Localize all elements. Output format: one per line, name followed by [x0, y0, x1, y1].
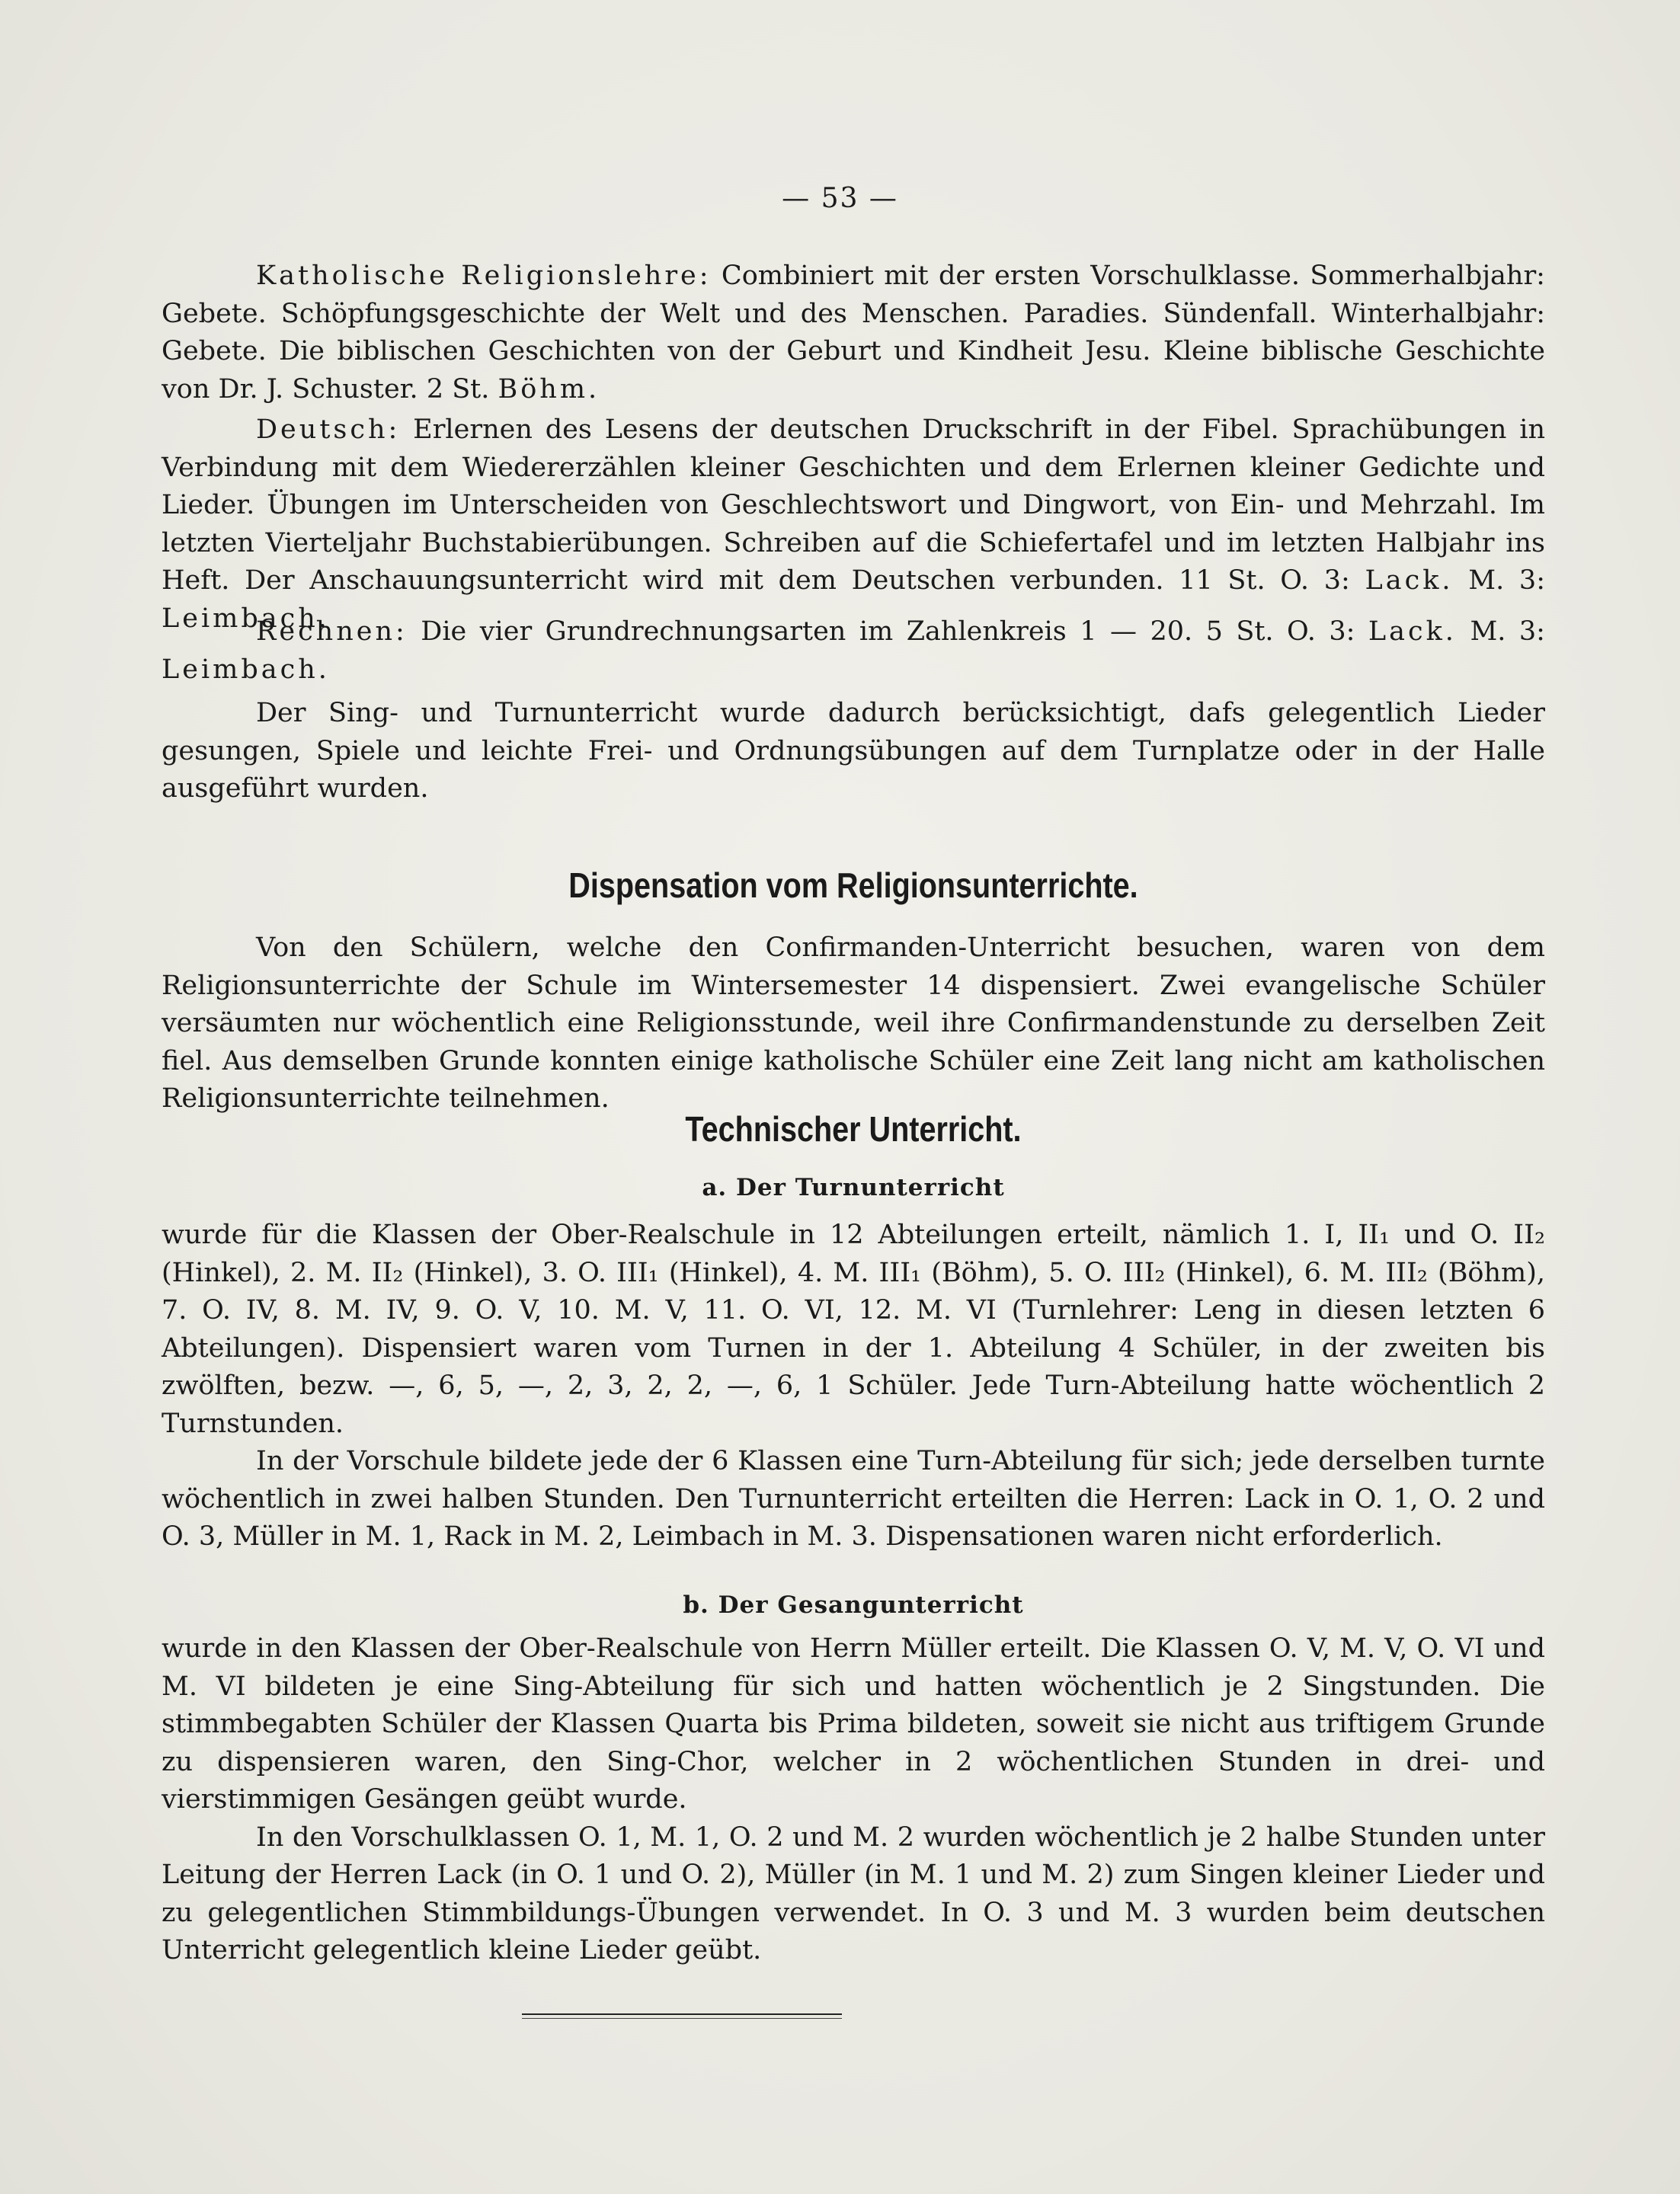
heading-dispensation: Dispensation vom Religionsunterrichte. — [568, 865, 1138, 905]
paragraph-gesangunterricht: wurde in den Klassen der Ober-Realschule von Herrn Müller erteilt. Die Klassen O. V, M. V, O. VI und M. VI bildeten je eine Sing-Abteilung für sich und hatten wöchentlich je 2 Singstunden. Die stimmbegabten Schüler der Klassen Quarta bis Prima bildeten, soweit sie nicht aus triftigem Grunde zu dispensieren waren, den Sing-Chor, welcher in 2 wöchentlichen Stunden in drei- und vierstimmigen Gesängen geübt wurde. — [162, 1633, 1545, 1815]
label-deutsch: Deutsch: — [256, 414, 401, 445]
closing-rule — [522, 2013, 842, 2019]
teacher-leimbach-2: Leimbach. — [162, 654, 330, 685]
paragraph-vorschule-gesang: In den Vorschulklassen O. 1, M. 1, O. 2 und M. 2 wurden wöchentlich je 2 halbe Stunden unter Leitung der Herren Lack (in O. 1 und O. 2), Müller (in M. 1 und M. 2) zum Singen kleiner Lieder und zu gelegentlichen Stimmbildungs-Übungen verwendet. In O. 3 und M. 3 wurden beim deutschen Unterricht gelegentlich kleine Lieder geübt. — [162, 1821, 1545, 1965]
subheading-gesangunterricht: b. Der Gesangunterricht — [683, 1591, 1024, 1619]
teacher-boehm: Böhm. — [498, 373, 600, 405]
teacher-lack: Lack. — [1365, 565, 1454, 596]
paragraph-vorschule-turnen: In der Vorschule bildete jede der 6 Klassen eine Turn-Abteilung für sich; jede derselben turnte wöchentlich in zwei halben Stunden. Den Turnunterricht erteilten die Herren: Lack in O. 1, O. 2 und O. 3, Müller in M. 1, Rack in M. 2, Leimbach in M. 3. Dispensationen waren nicht erforderlich. — [162, 1446, 1545, 1552]
label-rechnen: Rechnen: — [256, 616, 408, 647]
teacher-lack-2: Lack. — [1368, 616, 1457, 647]
section-katholisch — [162, 257, 1545, 408]
paragraph-dispensation: Von den Schülern, welche den Confirmanden-Unterricht besuchen, waren von dem Religionsunterrichte der Schule im Wintersemester 14 dispensiert. Zwei evangelische Schüler versäumten nur wöchentlich eine Religionsstunde, weil ihre Confirmandenstunde zu derselben Zeit fiel. Aus demselben Grunde konnten einige katholische Schüler eine Zeit lang nicht am katholischen Religionsunterrichte teilnehmen. — [162, 932, 1545, 1114]
section-rechnen — [162, 613, 1545, 689]
subheading-turnunterricht: a. Der Turnunterricht — [702, 1174, 1005, 1201]
paragraph-deutsch — [162, 411, 1545, 638]
section-deutsch — [162, 411, 1545, 638]
page-number: — 53 — — [782, 183, 898, 214]
label-katholisch: Katholische Religionslehre: — [256, 261, 712, 291]
section-turnunterricht — [162, 1217, 1545, 1556]
class-m3: M. 3: — [1468, 565, 1545, 596]
paragraph-katholisch — [162, 257, 1545, 408]
class-m3-2: M. 3: — [1470, 616, 1545, 647]
teacher-leimbach: Leimbach. — [162, 603, 330, 634]
section-dispensation — [162, 929, 1545, 1118]
text-katholisch: Combiniert mit der ersten Vorschulklasse. Sommerhalbjahr: Gebete. Schöpfungsgeschichte der Welt und des Menschen. Paradies. Sündenfall. Winterhalbjahr: Gebete. Die biblischen Geschichten von der Geburt und Kindheit Jesu. Kleine biblische Geschichte von Dr. J. Schuster. 2 St. — [162, 261, 1545, 405]
section-sing-turn — [162, 695, 1545, 808]
paragraph-rechnen — [162, 613, 1545, 689]
heading-technischer-unterricht: Technischer Unterricht. — [685, 1109, 1022, 1149]
text-rechnen: Die vier Grundrechnungsarten im Zahlenkreis 1 — 20. 5 St. O. 3: — [421, 616, 1355, 647]
paragraph-sing-turn: Der Sing- und Turnunterricht wurde dadurch berücksichtigt, dafs gelegentlich Lieder gesungen, Spiele und leichte Frei- und Ordnungsübungen auf dem Turnplatze oder in der Halle ausgeführt wurden. — [162, 698, 1545, 804]
paragraph-turnunterricht: wurde für die Klassen der Ober-Realschule in 12 Abteilungen erteilt, nämlich 1. I, II₁ und O. II₂ (Hinkel), 2. M. II₂ (Hinkel), 3. O. III₁ (Hinkel), 4. M. III₁ (Böhm), 5. O. III₂ (Hinkel), 6. M. III₂ (Böhm), 7. O. IV, 8. M. IV, 9. O. V, 10. M. V, 11. O. VI, 12. M. VI (Turnlehrer: Leng in diesen letzten 6 Abteilungen). Dispensiert waren vom Turnen in der 1. Abteilung 4 Schüler, in der zweiten bis zwölften, bezw. —, 6, 5, —, 2, 3, 2, 2, —, 6, 1 Schüler. Jede Turn-Abteilung hatte wöchentlich 2 Turnstunden. — [162, 1220, 1545, 1439]
text-deutsch: Erlernen des Lesens der deutschen Druckschrift in der Fibel. Sprachübungen in Verbindung mit dem Wiedererzählen kleiner Geschichten und dem Erlernen kleiner Gedichte und Lieder. Übungen im Unterscheiden von Geschlechtswort und Dingwort, von Ein- und Mehrzahl. Im letzten Vierteljahr Buchstabierübungen. Schreiben auf die Schiefertafel und im letzten Halbjahr ins Heft. Der Anschauungsunterricht wird mit dem Deutschen verbunden. 11 St. O. 3: — [162, 414, 1545, 596]
section-gesangunterricht — [162, 1630, 1545, 1970]
